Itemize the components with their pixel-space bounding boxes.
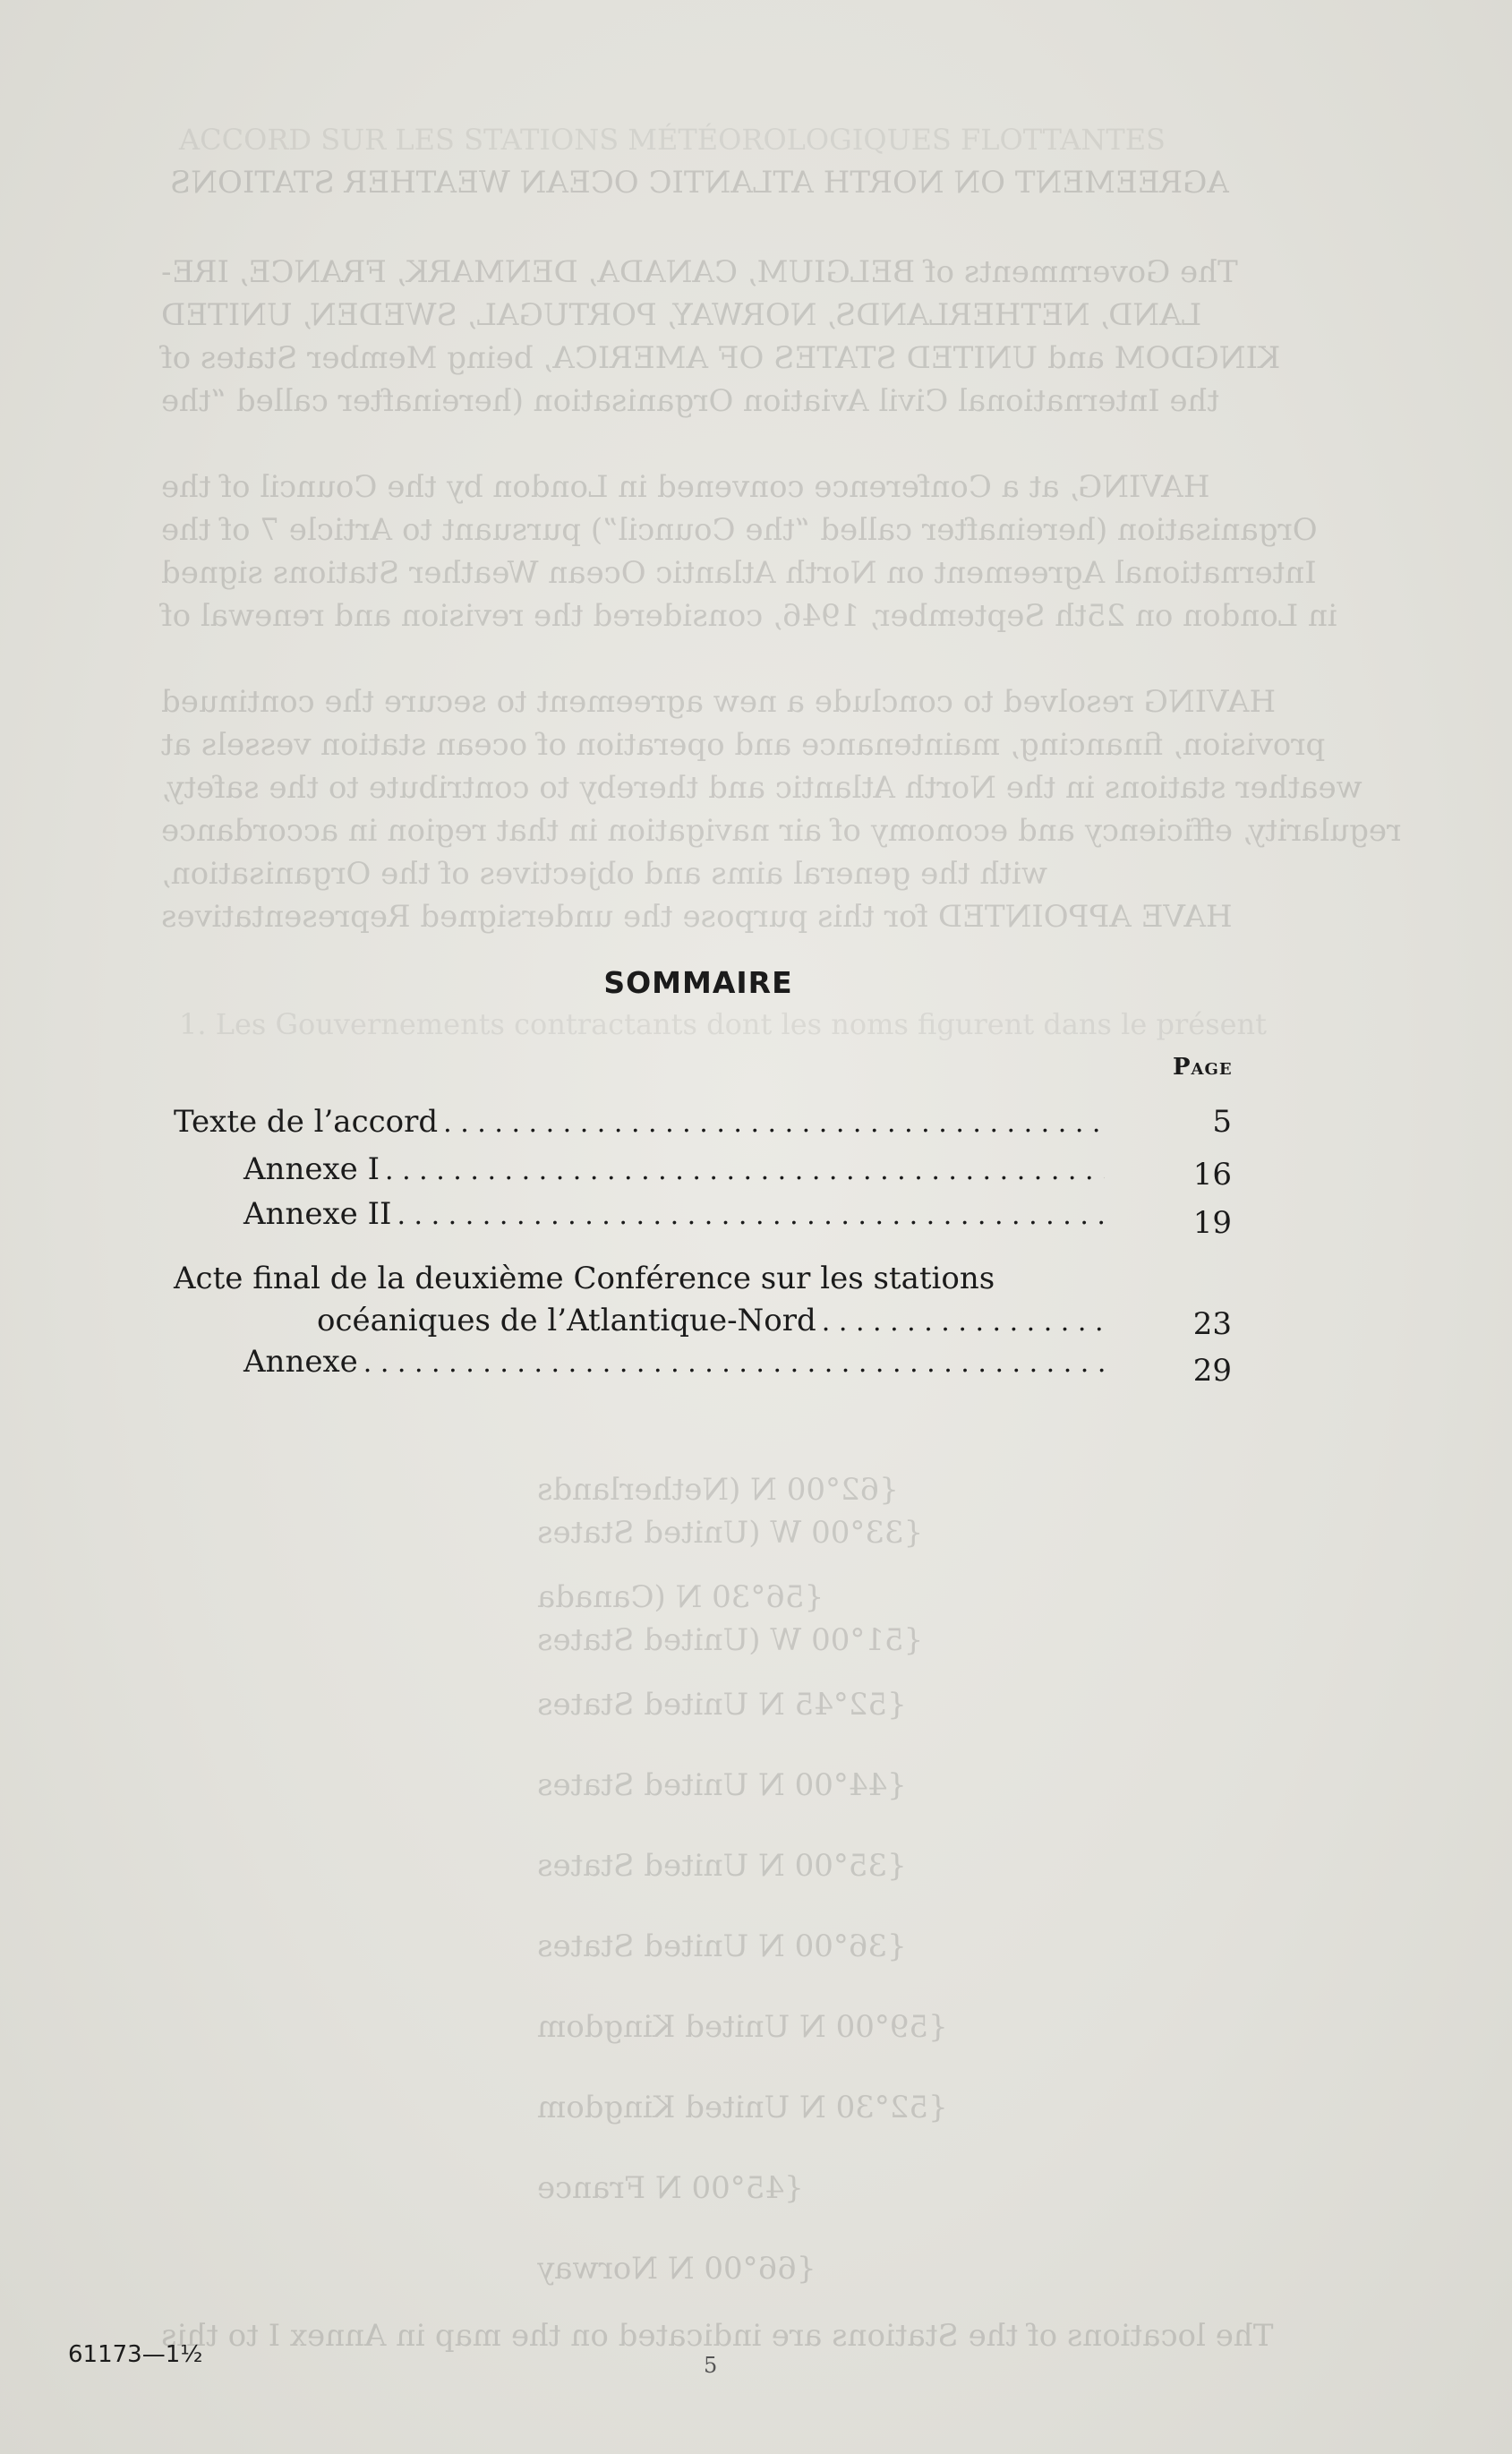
show-through-text: {51°00 W (United States (537, 1622, 924, 1658)
toc-entry-label: océaniques de l’Atlantique-Nord (317, 1303, 816, 1338)
show-through-text: the International Civil Aviation Organisation (hereinafter called “the (161, 383, 1220, 419)
page-mark: 5 (704, 2353, 718, 2378)
toc-page-number: 16 (1192, 1157, 1232, 1193)
toc-entry-annexe-2 (243, 1196, 1114, 1234)
toc-entry-acte-line-2 (317, 1303, 1114, 1340)
show-through-text: {33°00 W (United States (537, 1515, 924, 1551)
show-through-text: {35°00 N United States (537, 1848, 907, 1884)
show-through-text: International Agreement on North Atlantic Ocean Weather Stations signed (161, 555, 1317, 591)
show-through-text: The locations of the Stations are indicated on the map in Annex I to this (161, 2318, 1274, 2354)
toc-entry-texte (174, 1104, 1114, 1141)
show-through-text: LAND, NETHERLANDS, NORWAY, PORTUGAL, SWEDEN, UNITED (161, 297, 1202, 333)
toc-entry-label: Annexe I (243, 1151, 380, 1187)
toc-page-number: 29 (1192, 1353, 1232, 1389)
dot-leader (822, 1303, 1105, 1340)
show-through-text: provision, financing, maintenance and operation of ocean station vessels at (161, 727, 1326, 763)
show-through-text: weather stations in the North Atlantic and thereby to contribute to the safety, (161, 770, 1363, 806)
show-through-text: {56°30 N (Canada (537, 1579, 824, 1615)
print-reference: 61173—1½ (68, 2341, 203, 2368)
show-through-text: HAVE APPOINTED for this purpose the undersigned Representatives (161, 899, 1233, 935)
page-title: SOMMAIRE (603, 965, 793, 1000)
show-through-text: {59°00 N United Kingdom (537, 2009, 948, 2045)
dot-leader (385, 1151, 1105, 1189)
show-through-text: ACCORD SUR LES STATIONS MÉTÉOROLOGIQUES FLOTTANTES (179, 123, 1166, 157)
toc-entry-label: Texte de l’accord (174, 1104, 439, 1140)
show-through-text: {62°00 N (Netherlands (537, 1472, 899, 1508)
show-through-text: {66°00 N Norway (537, 2251, 816, 2287)
show-through-text: with the general aims and objectives of the Organisation, (161, 856, 1048, 892)
show-through-text: regularity, efficiency and economy of air navigation in that region in accordance (161, 813, 1402, 849)
show-through-text: {45°00 N France (537, 2170, 804, 2206)
toc-entry-label: Annexe II (243, 1196, 392, 1232)
show-through-text: AGREEMENT ON NORTH ATLANTIC OCEAN WEATHER STATIONS (170, 165, 1229, 201)
toc-page-number: 5 (1212, 1104, 1232, 1140)
toc-entry-annexe (243, 1344, 1114, 1381)
show-through-text: HAVING, at a Conference convened in London by the Council of the (161, 469, 1210, 505)
show-through-text: The Governments of BELGIUM, CANADA, DENMARK, FRANCE, IRE- (161, 254, 1238, 290)
show-through-text: {36°00 N United States (537, 1928, 907, 1964)
show-through-text: {52°30 N United Kingdom (537, 2090, 948, 2125)
dot-leader (397, 1196, 1105, 1234)
toc-page-number: 23 (1192, 1306, 1232, 1342)
dot-leader (363, 1344, 1105, 1381)
show-through-text: HAVING resolved to conclude a new agreement to secure the continued (161, 684, 1277, 720)
show-through-text: in London on 25th September, 1946, considered the revision and renewal of (161, 598, 1337, 634)
show-through-text: {44°00 N United States (537, 1767, 907, 1803)
page-column-header: Page (1173, 1054, 1233, 1081)
show-through-text: 1. Les Gouvernements contractants dont les noms figurent dans le présent (179, 1007, 1268, 1041)
toc-entry-annexe-1 (243, 1151, 1114, 1189)
toc-page-number: 19 (1192, 1205, 1232, 1241)
show-through-text: Organisation (hereinafter called “the Council”) pursuant to Article 7 of the (161, 512, 1318, 548)
show-through-text: {52°45 N United States (537, 1687, 907, 1723)
toc-entry-label: Annexe (243, 1344, 358, 1380)
show-through-text: KINGDOM and UNITED STATES OF AMERICA, being Member States of (161, 340, 1281, 376)
dot-leader (443, 1104, 1105, 1141)
toc-entry-acte-line-1: Acte final de la deuxième Conférence sur les stations (174, 1261, 995, 1296)
